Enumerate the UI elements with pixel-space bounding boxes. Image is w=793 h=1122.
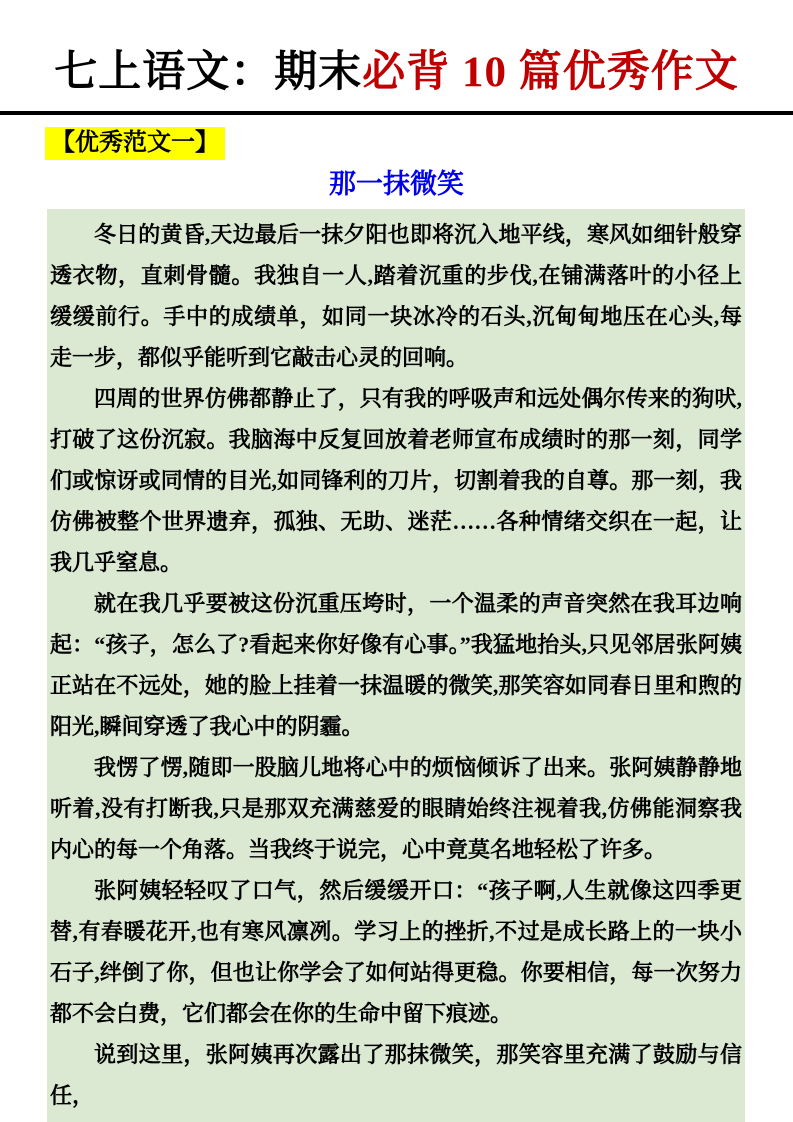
essay-title: 那一抹微笑 <box>329 169 464 200</box>
essay-paragraph-4: 我愣了愣,随即一股脑儿地将心中的烦恼倾诉了出来。张阿姨静静地听着,没有打断我,只是那双充满慈爱的眼睛始终注视着我,仿佛能洞察我内心的每一个角落。当我终于说完，心中竟莫名地轻松了许多。 <box>50 755 742 863</box>
essay-body <box>47 209 745 1122</box>
document-title-red-part: 必背 10 篇优秀作文 <box>362 49 739 96</box>
horizontal-divider <box>0 111 793 115</box>
section-label: 【优秀范文一】 <box>45 127 225 160</box>
essay-paragraph-6: 说到这里，张阿姨再次露出了那抹微笑，那笑容里充满了鼓励与信任， <box>50 1042 742 1109</box>
document-title-black-part: 七上语文：期末 <box>54 49 363 96</box>
section-label-row <box>45 127 793 160</box>
essay-paragraph-1: 冬日的黄昏,天边最后一抹夕阳也即将沉入地平线，寒风如细针般穿透衣物，直刺骨髓。我独自一人,踏着沉重的步伐,在铺满落叶的小径上缓缓前行。手中的成绩单，如同一块冰冷的石头,沉甸甸地压在心头,每走一步，都似乎能听到它敲击心灵的回响。 <box>50 222 742 371</box>
essay-paragraph-2: 四周的世界仿佛都静止了，只有我的呼吸声和远处偶尔传来的狗吠,打破了这份沉寂。我脑海中反复回放着老师宣布成绩时的那一刻，同学们或惊讶或同情的目光,如同锋利的刀片，切割着我的自尊。那一刻，我仿佛被整个世界遗弃，孤独、无助、迷茫……各种情绪交织在一起，让我几乎窒息。 <box>50 386 742 576</box>
essay-paragraph-5: 张阿姨轻轻叹了口气，然后缓缓开口：“孩子啊,人生就像这四季更替,有春暖花开,也有寒风凛冽。学习上的挫折,不过是成长路上的一块小石子,绊倒了你，但也让你学会了如何站得更稳。你要相信，每一次努力都不会白费，它们都会在你的生命中留下痕迹。 <box>50 878 742 1027</box>
document-title <box>0 0 793 102</box>
essay-paragraph-3: 就在我几乎要被这份沉重压垮时，一个温柔的声音突然在我耳边响起：“孩子，怎么了?看起来你好像有心事。”我猛地抬头,只见邻居张阿姨正站在不远处，她的脸上挂着一抹温暖的微笑,那笑容如同春日里和煦的阳光,瞬间穿透了我心中的阴霾。 <box>50 591 742 740</box>
